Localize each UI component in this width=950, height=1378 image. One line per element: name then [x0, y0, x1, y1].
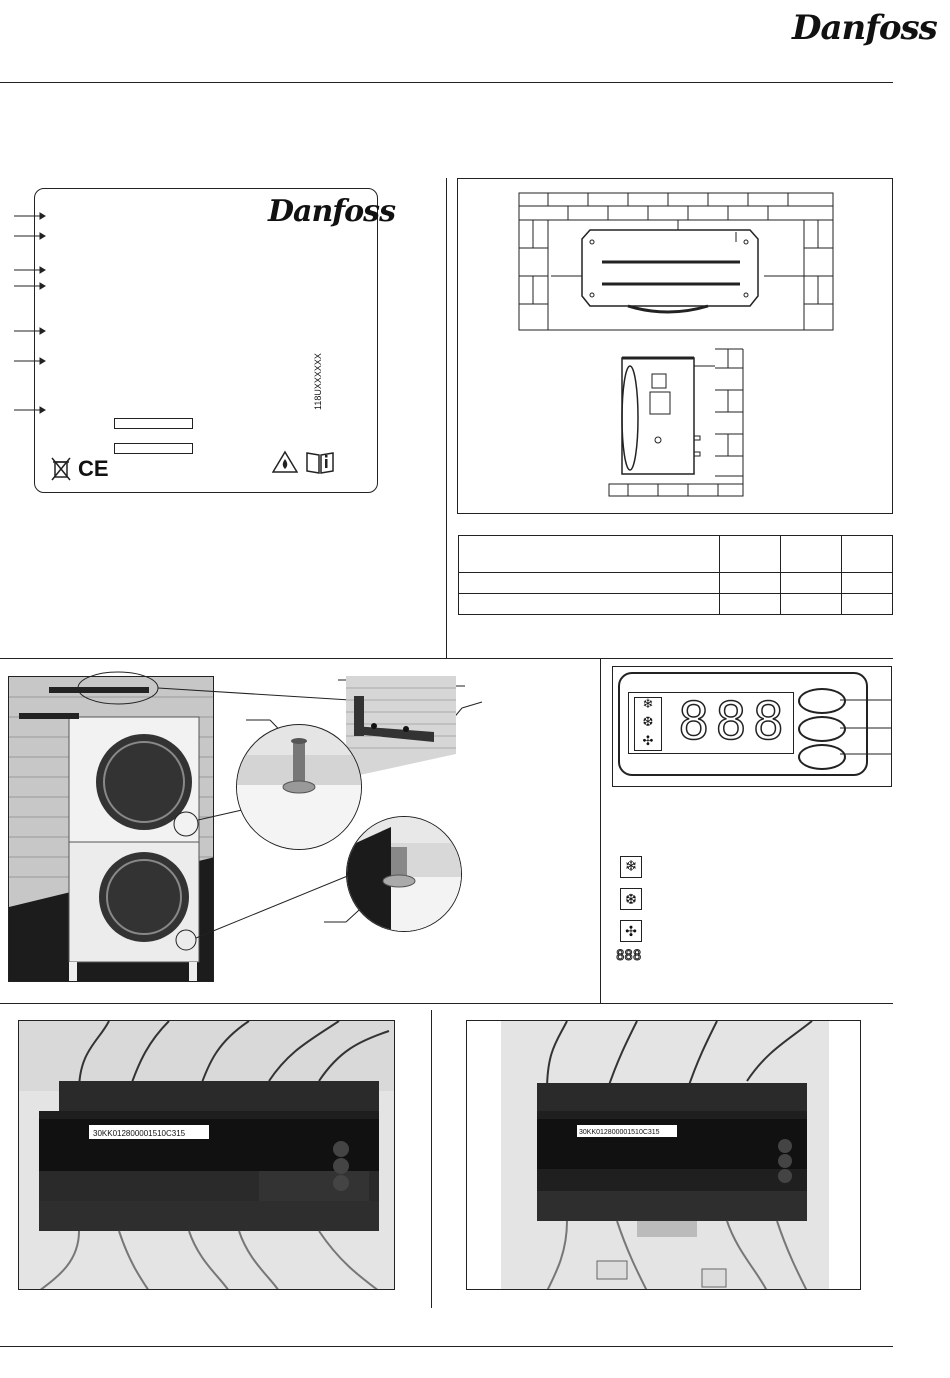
nameplate-serial: 118UXXXXXX [313, 353, 323, 410]
controller-photo-right [466, 1020, 861, 1290]
header-logo: Danfoss [792, 8, 937, 48]
header-rule [0, 82, 893, 83]
bottom-divider [431, 1010, 432, 1308]
legend-defrost-icon: ❆ [620, 888, 642, 910]
spec-table [458, 535, 893, 615]
bottom-rule [0, 1003, 893, 1004]
barcode-text-right: 30KK012800001510C315 [579, 1129, 660, 1136]
bracket-detail [346, 676, 456, 778]
bolt-detail-lower [346, 816, 462, 932]
ce-mark-icon: CE [78, 456, 109, 481]
legend-snowflake-icon: ❄ [620, 856, 642, 878]
mid-rule [0, 658, 893, 659]
clearance-top-view [518, 192, 834, 332]
legend-digits-icon: 888 [616, 948, 642, 964]
top-divider [446, 178, 447, 658]
button-callout-lines [836, 690, 896, 760]
flammable-warning-icon [272, 450, 298, 474]
weee-bin-icon [50, 456, 72, 482]
controller-photo-left [18, 1020, 395, 1290]
bolt-detail-upper [236, 724, 362, 850]
nameplate-field-2 [114, 443, 193, 454]
legend-fan-icon: ✣ [620, 920, 642, 942]
footer-rule [0, 1346, 893, 1347]
clearance-side-view [608, 348, 744, 498]
fan-status-icon: ✣ [642, 733, 654, 748]
barcode-text-left: 30KK012800001510C315 [93, 1129, 186, 1138]
defrost-status-icon: ❆ [642, 714, 654, 729]
nameplate-arrows [0, 200, 50, 430]
nameplate-logo: Danfoss [268, 194, 395, 229]
manual-info-icon [305, 449, 335, 475]
nameplate-label [34, 188, 378, 493]
mid-divider [600, 658, 601, 1003]
nameplate-field-1 [114, 418, 193, 429]
seven-segment-digits: 888 [678, 692, 790, 752]
snowflake-status-icon: ❄ [642, 696, 654, 711]
